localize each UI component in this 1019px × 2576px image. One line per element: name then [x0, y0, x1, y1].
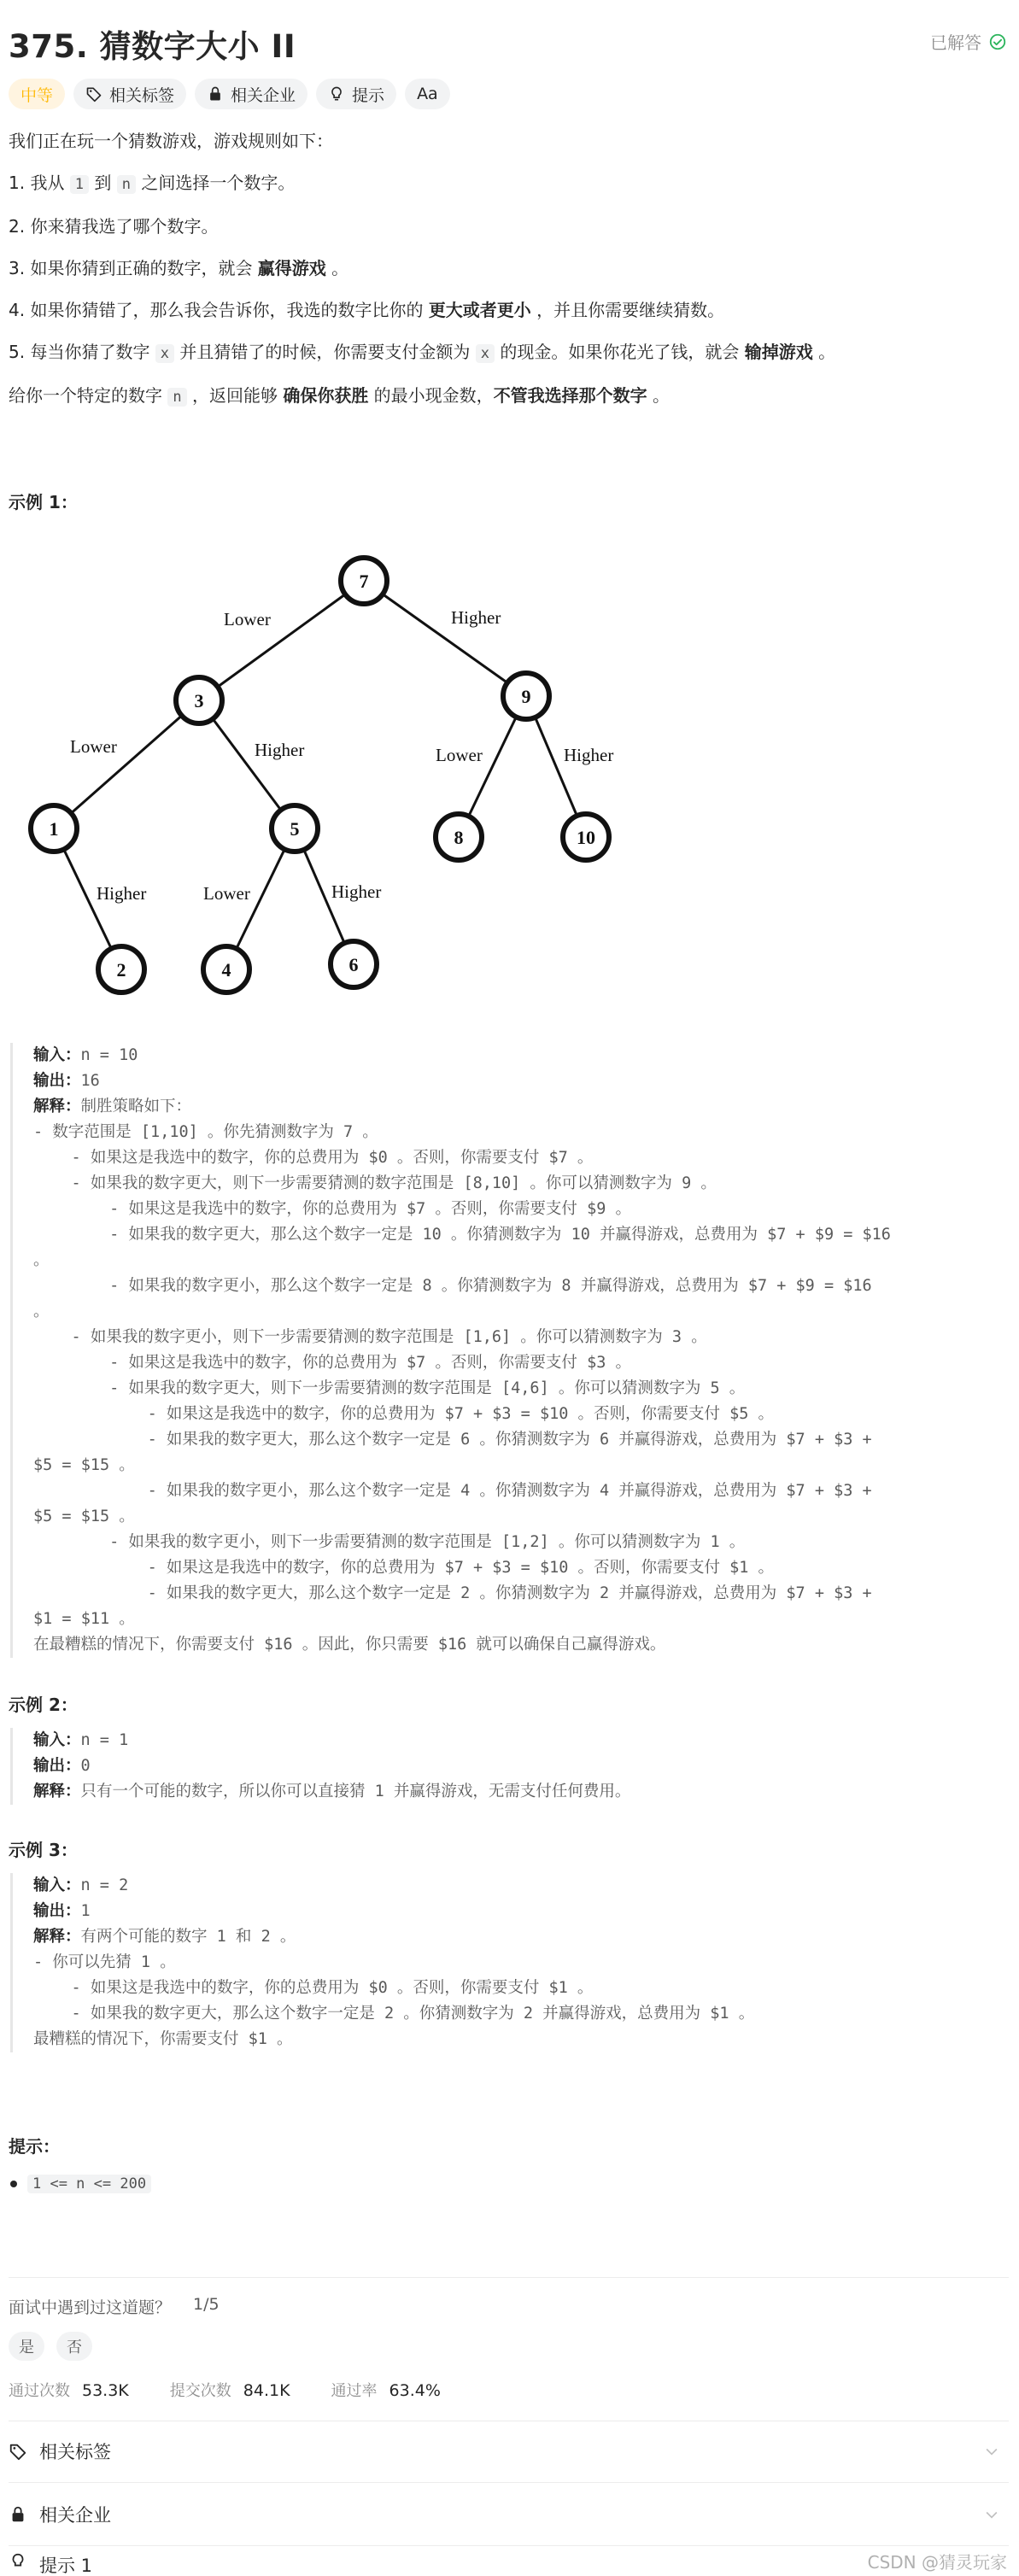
constraints-title: 提示： — [9, 2136, 60, 2157]
example-1-line: - 如果我的数字更小，那么这个数字一定是 8 。你猜测数字为 8 并赢得游戏，总费用为 $7 + $9 = $16 — [33, 1277, 872, 1295]
example-1-line: 在最糟糕的情况下，你需要支付 $16 。因此，你只需要 $16 就可以确保自己赢得游戏。 — [33, 1636, 666, 1654]
node-label: 7 — [359, 571, 369, 592]
example-1-line: 。 — [33, 1303, 50, 1320]
edge-7-9 — [364, 581, 526, 696]
watermark: CSDN @猜灵玩家 — [867, 2552, 1007, 2573]
check-circle-icon — [988, 32, 1007, 51]
divider — [9, 2545, 1009, 2546]
divider — [9, 2277, 1009, 2278]
interview-question — [9, 2295, 220, 2318]
node-label: 8 — [454, 827, 464, 848]
stats-row — [9, 2379, 441, 2401]
example-1-title: 示例 1： — [9, 492, 78, 512]
example-3-line: - 如果这是我选中的数字，你的总费用为 $0 。否则，你需要支付 $1 。 — [33, 1979, 594, 1997]
example-3-explain: 解释：有两个可能的数字 1 和 2 。 — [33, 1928, 296, 1946]
decision-tree-diagram — [17, 542, 632, 1016]
companies-tag-label: 相关企业 — [231, 85, 296, 105]
example-1-line: - 如果我的数字更大，那么这个数字一定是 10 。你猜测数字为 10 并赢得游戏，总费用为 $7 + $9 = $16 — [33, 1226, 891, 1244]
example-1-line: - 如果我的数字更大，则下一步需要猜测的数字范围是 [4,6] 。你可以猜测数字为 5 。 — [33, 1379, 746, 1397]
intro-text: 我们正在玩一个猜数游戏，游戏规则如下： — [9, 131, 333, 151]
example-3-block — [10, 1873, 754, 2052]
example-1-line: $5 = $15 。 — [33, 1508, 135, 1525]
node-label: 9 — [521, 686, 531, 707]
example-1-line: - 如果我的数字更大，那么这个数字一定是 2 。你猜测数字为 2 并赢得游戏，总费用为 $7 + $3 + — [33, 1584, 872, 1602]
interview-label: 面试中遇到过这道题？ — [9, 2298, 172, 2317]
edge-label: Higher — [97, 883, 147, 904]
example-3-line: 最糟糕的情况下，你需要支付 $1 。 — [33, 2030, 293, 2048]
example-1-block — [10, 1043, 891, 1658]
example-1-line: - 如果我的数字更小，则下一步需要猜测的数字范围是 [1,2] 。你可以猜测数字为 1 。 — [33, 1533, 746, 1551]
rule-4: 4. 如果你猜错了，那么我会告诉你，我选的数字比你的 更大或者更小 ，并且你需要继续猜数。 — [9, 300, 725, 320]
rule-2: 2. 你来猜我选了哪个数字。 — [9, 216, 219, 237]
hint-tag-label: 提示 — [352, 85, 385, 105]
edge-3-1 — [54, 700, 199, 828]
example-1-line: - 如果这是我选中的数字，你的总费用为 $0 。否则，你需要支付 $7 。 — [33, 1149, 594, 1167]
chevron-down-icon — [983, 2506, 1000, 2523]
rate-stat: 通过率 63.4% — [331, 2381, 441, 2400]
hint-1-section[interactable] — [9, 2549, 1009, 2576]
problem-description — [9, 128, 999, 426]
example-3-line: - 如果我的数字更大，那么这个数字一定是 2 。你猜测数字为 2 并赢得游戏，总费用为 $1 。 — [33, 2005, 755, 2023]
topics-section-label: 相关标签 — [39, 2442, 111, 2462]
example-3-output: 输出：1 — [33, 1902, 91, 1920]
node-label: 5 — [290, 818, 300, 840]
lock-icon — [207, 85, 224, 102]
problem-header — [9, 15, 1007, 67]
rule-5: 5. 每当你猜了数字 x 并且猜错了的时候，你需要支付金额为 x 的现金。如果你花光了钱，就会 输掉游戏 。 — [9, 342, 836, 362]
example-1-explain: 解释：制胜策略如下： — [33, 1098, 192, 1115]
companies-section-label: 相关企业 — [39, 2505, 111, 2526]
example-1-line: - 如果这是我选中的数字，你的总费用为 $7 。否则，你需要支付 $9 。 — [33, 1200, 631, 1218]
rule-1: 1. 我从 1 到 n 之间选择一个数字。 — [9, 173, 296, 193]
submitted-stat: 提交次数 84.1K — [169, 2381, 290, 2400]
example-1-line: - 如果这是我选中的数字，你的总费用为 $7 。否则，你需要支付 $3 。 — [33, 1354, 631, 1372]
example-1-input: 输入：n = 10 — [33, 1046, 138, 1064]
example-1-line: - 如果这是我选中的数字，你的总费用为 $7 + $3 = $10 。否则，你需要支付 $5 。 — [33, 1405, 775, 1423]
node-label: 1 — [49, 818, 59, 840]
example-1-line: - 如果我的数字更大，则下一步需要猜测的数字范围是 [8,10] 。你可以猜测数字为 9 。 — [33, 1174, 717, 1192]
example-1-line: $1 = $11 。 — [33, 1610, 135, 1628]
example-1-line: - 如果我的数字更大，那么这个数字一定是 6 。你猜测数字为 6 并赢得游戏，总费用为 $7 + $3 + — [33, 1431, 872, 1449]
solved-label: 已解答 — [930, 32, 981, 53]
example-3-line: - 你可以先猜 1 。 — [33, 1953, 176, 1971]
tag-icon — [85, 85, 102, 102]
hint-1-label: 提示 1 — [39, 2556, 93, 2576]
constraint-code: 1 <= n <= 200 — [27, 2175, 151, 2193]
font-size-button[interactable]: Aa — [405, 79, 450, 109]
example-1-output: 输出：16 — [33, 1072, 100, 1090]
solved-status — [930, 29, 1007, 54]
node-label: 6 — [348, 954, 359, 975]
interview-answer-group — [9, 2332, 92, 2361]
constraint-item — [10, 2175, 151, 2193]
difficulty-badge[interactable]: 中等 — [9, 79, 65, 109]
chevron-down-icon — [983, 2443, 1000, 2460]
example-3-input: 输入：n = 2 — [33, 1876, 129, 1894]
edge-7-3 — [199, 581, 364, 700]
topics-tag-button[interactable] — [73, 79, 186, 109]
edge-label: Higher — [451, 607, 501, 628]
bullet-dot — [10, 2181, 17, 2187]
node-label: 3 — [194, 690, 204, 711]
edge-label: Lower — [70, 736, 117, 757]
hint-tag-button[interactable] — [316, 79, 396, 109]
example-2-block — [10, 1728, 630, 1805]
edge-label: Lower — [436, 745, 483, 765]
tag-icon — [9, 2442, 27, 2461]
goal-text: 给你一个特定的数字 n ，返回能够 确保你获胜 的最小现金数，不管我选择那个数字 。 — [9, 385, 671, 406]
yes-button[interactable]: 是 — [9, 2332, 44, 2361]
no-button[interactable]: 否 — [56, 2332, 92, 2361]
example-2-explain: 解释：只有一个可能的数字，所以你可以直接猜 1 并赢得游戏，无需支付任何费用。 — [33, 1783, 631, 1800]
edge-label: Higher — [255, 740, 305, 760]
example-1-line: - 数字范围是 [1,10] 。你先猜测数字为 7 。 — [33, 1123, 378, 1141]
node-label: 2 — [116, 959, 126, 981]
rule-3: 3. 如果你猜到正确的数字，就会 赢得游戏 。 — [9, 258, 349, 278]
node-label: 10 — [577, 827, 595, 848]
example-1-line: - 如果我的数字更小，那么这个数字一定是 4 。你猜测数字为 4 并赢得游戏，总费用为 $7 + $3 + — [33, 1482, 872, 1500]
example-2-output: 输出：0 — [33, 1757, 91, 1775]
example-1-line: $5 = $15 。 — [33, 1456, 135, 1474]
edge-label: Lower — [203, 883, 250, 904]
topics-tag-label: 相关标签 — [109, 85, 175, 105]
lock-icon — [9, 2505, 27, 2524]
edge-label: Lower — [224, 609, 271, 629]
accepted-stat: 通过次数 53.3K — [9, 2381, 129, 2400]
edge-label: Higher — [331, 881, 382, 902]
lightbulb-icon — [328, 85, 345, 102]
edge-label: Higher — [564, 745, 614, 765]
companies-tag-button[interactable] — [195, 79, 307, 109]
problem-title: 375. 猜数字大小 II — [9, 28, 296, 65]
example-2-title: 示例 2： — [9, 1695, 78, 1715]
tag-bar — [9, 79, 450, 109]
interview-count: 1/5 — [193, 2295, 220, 2314]
lightbulb-icon — [9, 2552, 27, 2571]
example-1-line: - 如果我的数字更小，则下一步需要猜测的数字范围是 [1,6] 。你可以猜测数字为 3 。 — [33, 1328, 707, 1346]
example-3-title: 示例 3： — [9, 1840, 78, 1860]
companies-section[interactable] — [9, 2489, 1009, 2540]
example-1-line: - 如果这是我选中的数字，你的总费用为 $7 + $3 = $10 。否则，你需要支付 $1 。 — [33, 1559, 775, 1577]
topics-section[interactable] — [9, 2426, 1009, 2477]
divider — [9, 2482, 1009, 2483]
node-label: 4 — [221, 959, 231, 981]
example-1-line: 。 — [33, 1251, 50, 1269]
example-2-input: 输入：n = 1 — [33, 1731, 129, 1749]
